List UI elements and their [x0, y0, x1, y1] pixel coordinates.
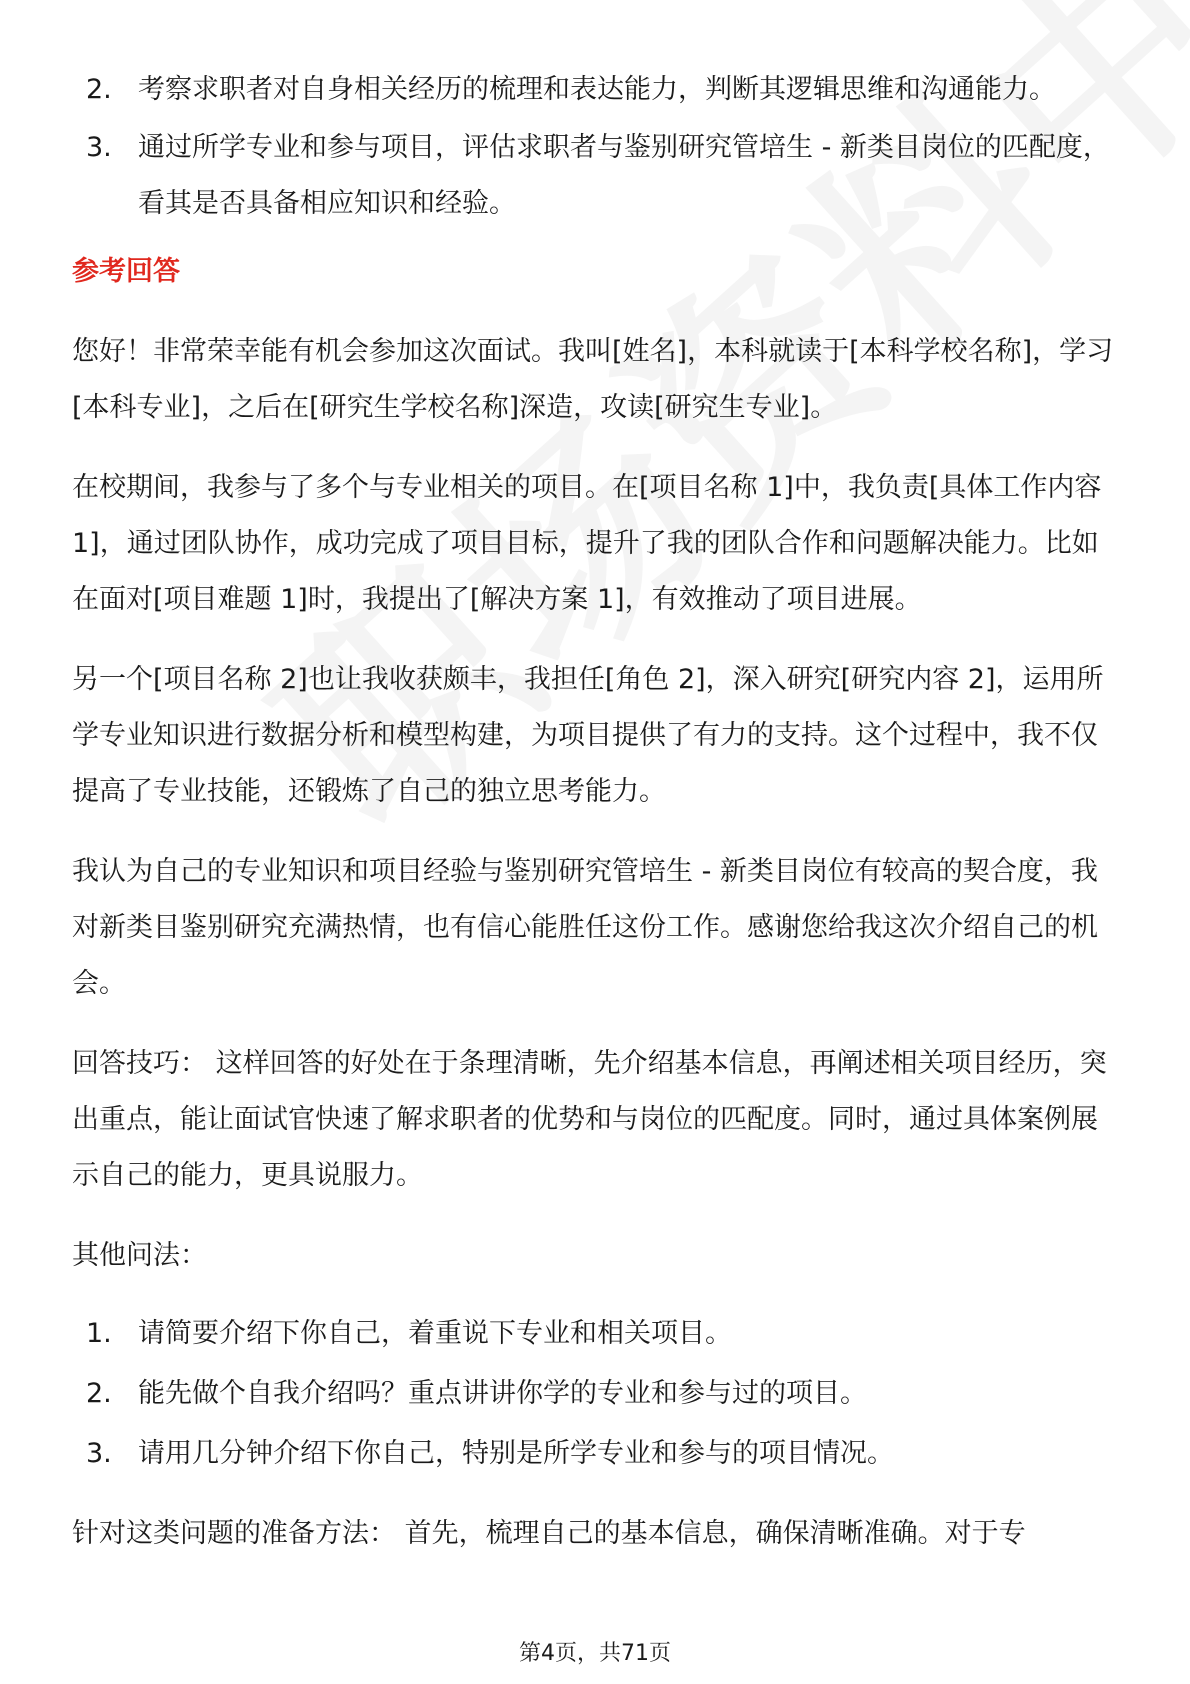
- list-item: [72, 1306, 1122, 1362]
- answer-paragraph: 您好！非常荣幸能有机会参加这次面试。我叫[姓名]，本科就读于[本科学校名称]，学习[本科专业]，之后在[研究生学校名称]深造，攻读[研究生专业]。: [72, 336, 1114, 423]
- list-text: 请用几分钟介绍下你自己，特别是所学专业和参与的项目情况。: [138, 1438, 894, 1469]
- list-text: 通过所学专业和参与项目，评估求职者与鉴别研究管培生 - 新类目岗位的匹配度，看其是否具备相应知识和经验。: [138, 132, 1110, 219]
- list-item: [72, 1426, 1122, 1482]
- other-questions-list: [72, 1306, 1122, 1482]
- list-number: 3.: [86, 1438, 112, 1469]
- list-item: [72, 120, 1122, 232]
- answer-paragraph: 另一个[项目名称 2]也让我收获颇丰，我担任[角色 2]，深入研究[研究内容 2]，运用所学专业知识进行数据分析和模型构建，为项目提供了有力的支持。这个过程中，我不仅提高了专业技能，还锻炼了自己的独立思考能力。: [72, 664, 1104, 807]
- criteria-list: [72, 62, 1122, 232]
- list-number: 1.: [86, 1318, 112, 1349]
- list-number: 3.: [86, 132, 112, 163]
- answer-paragraph: 我认为自己的专业知识和项目经验与鉴别研究管培生 - 新类目岗位有较高的契合度，我对新类目鉴别研究充满热情，也有信心能胜任这份工作。感谢您给我这次介绍自己的机会。: [72, 856, 1098, 999]
- other-questions-heading: 其他问法：: [72, 1240, 207, 1271]
- list-item: [72, 62, 1122, 118]
- list-number: 2.: [86, 74, 112, 105]
- list-item: [72, 1366, 1122, 1422]
- tips-paragraph: 回答技巧： 这样回答的好处在于条理清晰，先介绍基本信息，再阐述相关项目经历，突出重点，能让面试官快速了解求职者的优势和与岗位的匹配度。同时，通过具体案例展示自己的能力，更具说服力。: [72, 1048, 1107, 1191]
- preparation-paragraph: 针对这类问题的准备方法： 首先，梳理自己的基本信息，确保清晰准确。对于专: [72, 1518, 1026, 1549]
- page-number-footer: 第4页，共71页: [519, 1641, 671, 1666]
- page-content: [72, 62, 1122, 1562]
- list-text: 考察求职者对自身相关经历的梳理和表达能力，判断其逻辑思维和沟通能力。: [138, 74, 1056, 105]
- list-text: 能先做个自我介绍吗？重点讲讲你学的专业和参与过的项目。: [138, 1378, 867, 1409]
- answer-heading: 参考回答: [72, 256, 180, 287]
- answer-paragraph: 在校期间，我参与了多个与专业相关的项目。在[项目名称 1]中，我负责[具体工作内容 1]，通过团队协作，成功完成了项目目标，提升了我的团队合作和问题解决能力。比如在面对[项目难题 1]时，我提出了[解决方案 1]，有效推动了项目进展。: [72, 472, 1102, 615]
- list-text: 请简要介绍下你自己，着重说下专业和相关项目。: [138, 1318, 732, 1349]
- list-number: 2.: [86, 1378, 112, 1409]
